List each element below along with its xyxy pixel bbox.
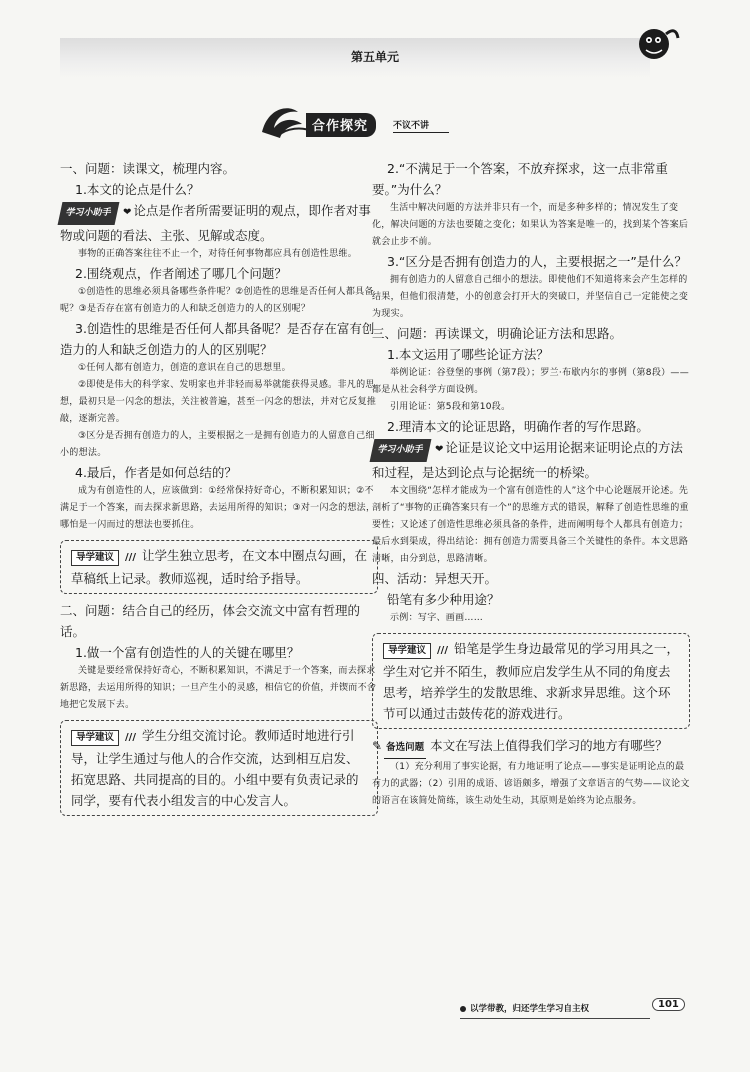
answer: ②即使是伟大的科学家、发明家也并非轻而易举就能获得灵感。非凡的思想，最初只是一闪念的想法，关注被普遍，甚至一闪念的想法，并对它反复推敲，逐渐完善。 (60, 380, 377, 424)
heart-icon: ❤ (123, 207, 132, 218)
guide-text: 学生分组交流讨论。教师适时地进行引导，让学生通过与他人的合作交流，达到相互启发、拓宽思路、共同提高的目的。小组中要有负责记录的同学，要有代表小组发言的中心发言人。 (71, 728, 359, 808)
guide-paragraph (71, 545, 369, 589)
answer: 成为有创造性的人，应该做到：①经常保持好奇心，不断积累知识；②不满足于一个答案，而去探求新思路，去运用所得的知识；③对一闪念的想法，哪怕是一闪而过的想法也要抓住。 (60, 486, 376, 530)
question: 4.最后，作者是如何总结的？ (75, 465, 237, 480)
guide-paragraph (383, 638, 681, 724)
slash-icon: /// (437, 645, 448, 656)
page-footer (460, 1000, 680, 1020)
tip-label: 学习小助手 (58, 202, 120, 225)
guide-label: 导学建议 (71, 730, 119, 746)
question-heading: 三、问题：再读课文，明确论证方法和思路。 (372, 326, 623, 341)
answer: 本文围绕“怎样才能成为一个富有创造性的人”这个中心论题展开论述。先剖析了“事物的正确答案只有一个”的思维方式的错误，解释了创造性思维的重要性；又论述了创造性思维必须具备的条件，进而阐明每个人都具有创造力；最后水到渠成，得出结论：拥有创造力需要具备三个关键性的条件。本文思路清晰，由分到总，思路清晰。 (372, 486, 689, 564)
guide-label: 导学建议 (383, 643, 431, 659)
slash-icon: /// (125, 732, 136, 743)
spare-question (372, 735, 690, 759)
answer: 举例论证：谷登堡的事例（第7段）；罗兰·布歇内尔的事例（第8段）——都是从社会科学方面设例。 (372, 368, 690, 395)
answer: 生活中解决问题的方法并非只有一个，而是多种多样的；情况发生了变化，解决问题的方法也要随之变化；如果认为答案是唯一的，找到某个答案后就会止步不前。 (372, 203, 689, 247)
tip-paragraph (372, 437, 690, 483)
tip-paragraph (60, 200, 378, 246)
guide-label: 导学建议 (71, 550, 119, 566)
guide-text: 铅笔是学生身边最常见的学习用具之一，学生对它并不陌生，教师应启发学生从不同的角度去思考，培养学生的发散思维、求新求异思维。这个环节可以通过击鼓传花的游戏进行。 (383, 641, 679, 721)
spare-label: 备选问题 (384, 737, 426, 759)
section-subtitle: 不议不讲 (393, 118, 449, 133)
answer: 引用论证：第5段和第10段。 (390, 402, 511, 412)
unit-title: 第五单元 (350, 50, 399, 64)
question: 2.理清本文的论证思路，明确作者的写作思路。 (387, 419, 649, 434)
question: 铅笔有多少种用途？ (387, 592, 500, 607)
question: 2.围绕观点，作者阐述了哪几个问题？ (75, 266, 287, 281)
slash-icon: /// (125, 552, 136, 563)
guide-box (372, 633, 690, 729)
answer: 事物的正确答案往往不止一个，对待任何事物都应具有创造性思维。 (78, 249, 358, 259)
guide-box (60, 720, 378, 816)
question: 1.本文运用了哪些论证方法？ (387, 347, 549, 362)
mascot-logo-icon (632, 20, 680, 68)
spare-text: 本文在写法上值得我们学习的地方有哪些？ (430, 738, 668, 753)
pencil-icon: ✎ (372, 739, 383, 753)
guide-paragraph (71, 725, 369, 811)
guide-text: 让学生独立思考，在文本中圈点勾画，在草稿纸上记录。教师巡视，适时给予指导。 (71, 548, 367, 586)
question: 3.“区分是否拥有创造力的人，主要根据之一”是什么？ (387, 254, 687, 269)
question-heading: 二、问题：结合自己的经历，体会交流文中富有哲理的话。 (60, 603, 361, 639)
bullet-icon (460, 1006, 466, 1012)
question: 2.“不满足于一个答案，不放弃探求，这一点非常重要。”为什么？ (372, 161, 668, 197)
guide-box (60, 540, 378, 594)
answer: （1）充分利用了事实论据，有力地证明了论点——事实是证明论点的最有力的武器；（2）引用的成语、谚语颇多，增强了文章语言的气势——议论文的语言在该简处简练，该生动处生动，其原则是始终为论点服务。 (372, 762, 690, 806)
answer: 示例：写字、画画…… (390, 613, 484, 623)
section-banner (258, 102, 508, 142)
right-column (372, 158, 690, 810)
section-title: 合作探究 (306, 113, 376, 137)
question: 1.做一个富有创造性的人的关键在哪里？ (75, 645, 300, 660)
question-heading: 一、问题：读课文，梳理内容。 (60, 161, 236, 176)
question-heading: 四、活动：异想天开。 (372, 571, 498, 586)
tip-text: 论证是议论文中运用论据来证明论点的方法和过程，是达到论点与论据统一的桥梁。 (372, 440, 683, 480)
tip-text: 论点是作者所需要证明的观点，即作者对事物或问题的看法、主张、见解或态度。 (60, 203, 371, 243)
question: 1.本文的论点是什么？ (75, 182, 200, 197)
footer-motto: 以学带教，归还学生学习自主权 (470, 1004, 590, 1014)
left-column (60, 158, 378, 822)
page-number: 101 (652, 998, 685, 1011)
footer-divider (460, 1018, 650, 1019)
answer: ①创造性的思维必须具备哪些条件呢？②创造性的思维是否任何人都具备呢？③是否存在富有创造力的人和缺乏创造力的人的区别呢？ (60, 287, 374, 314)
answer: ③区分是否拥有创造力的人，主要根据之一是拥有创造力的人留意自己细小的想法。 (60, 431, 375, 458)
question: 3.创造性的思维是否任何人都具备呢？是否存在富有创造力的人和缺乏创造力的人的区别呢？ (60, 321, 375, 357)
answer: 拥有创造力的人留意自己细小的想法。即使他们不知道将来会产生怎样的结果，但他们很清楚，小的创意会打开大的突破口，并坚信自己一定能使之变为现实。 (372, 275, 689, 319)
tip-label: 学习小助手 (370, 439, 432, 462)
answer: 关键是要经常保持好奇心，不断积累知识，不满足于一个答案，而去探求新思路，去运用所得的知识；一旦产生小的灵感，相信它的价值，并锲而不舍地把它发展下去。 (60, 666, 377, 710)
answer: ①任何人都有创造力，创造的意识在自己的思想里。 (78, 363, 291, 373)
heart-icon: ❤ (435, 444, 444, 455)
